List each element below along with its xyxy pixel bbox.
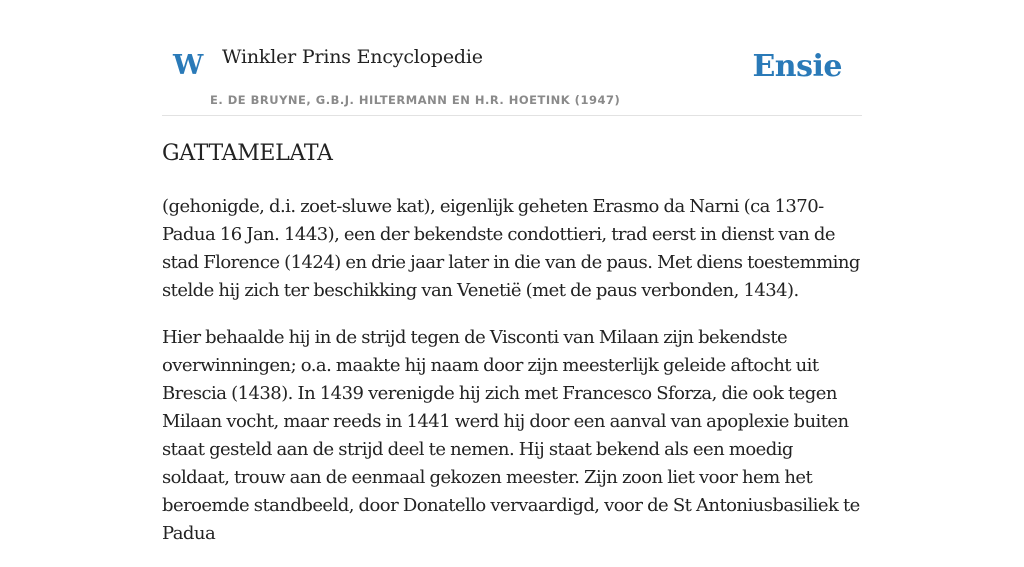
paragraph: Hier behaalde hij in de strijd tegen de Visconti van Milaan zijn bekendste overwinningen; o.a. maakte hij naam door zijn meesterlijk geleide aftocht uit Brescia (1438). In 1439 verenigde hij zich met Francesco Sforza, die ook tegen Milaan vocht, maar reeds in 1441 werd hij door een aanval van apoplexie buiten staat gesteld aan de strijd deel te nemen. Hij staat bekend als een moedig soldaat, trouw aan de eenmaal gekozen meester. Zijn zoon liet voor hem het beroemde standbeeld, door Donatello vervaardigd, voor de St Antoniusbasiliek te Padua: [162, 327, 860, 544]
header-divider: [162, 115, 862, 116]
paragraph: (gehonigde, d.i. zoet-sluwe kat), eigenlijk geheten Erasmo da Narni (ca 1370-Padua 16 Jan. 1443), een der bekendste condottieri, trad eerst in dienst van de stad Florence (1424) en drie jaar later in die van de paus. Met diens toestemming stelde hij zich ter beschikking van Venetië (met de paus verbonden, 1434).: [162, 196, 860, 301]
winkler-prins-logo[interactable]: W: [173, 50, 204, 81]
article-body: [162, 193, 862, 567]
authors-line: E. DE BRUYNE, G.B.J. HILTERMANN EN H.R. HOETINK (1947): [210, 93, 621, 107]
entry-title: GATTAMELATA: [162, 141, 333, 166]
site-title[interactable]: Winkler Prins Encyclopedie: [222, 46, 483, 68]
ensie-brand-logo[interactable]: Ensie: [752, 49, 842, 84]
